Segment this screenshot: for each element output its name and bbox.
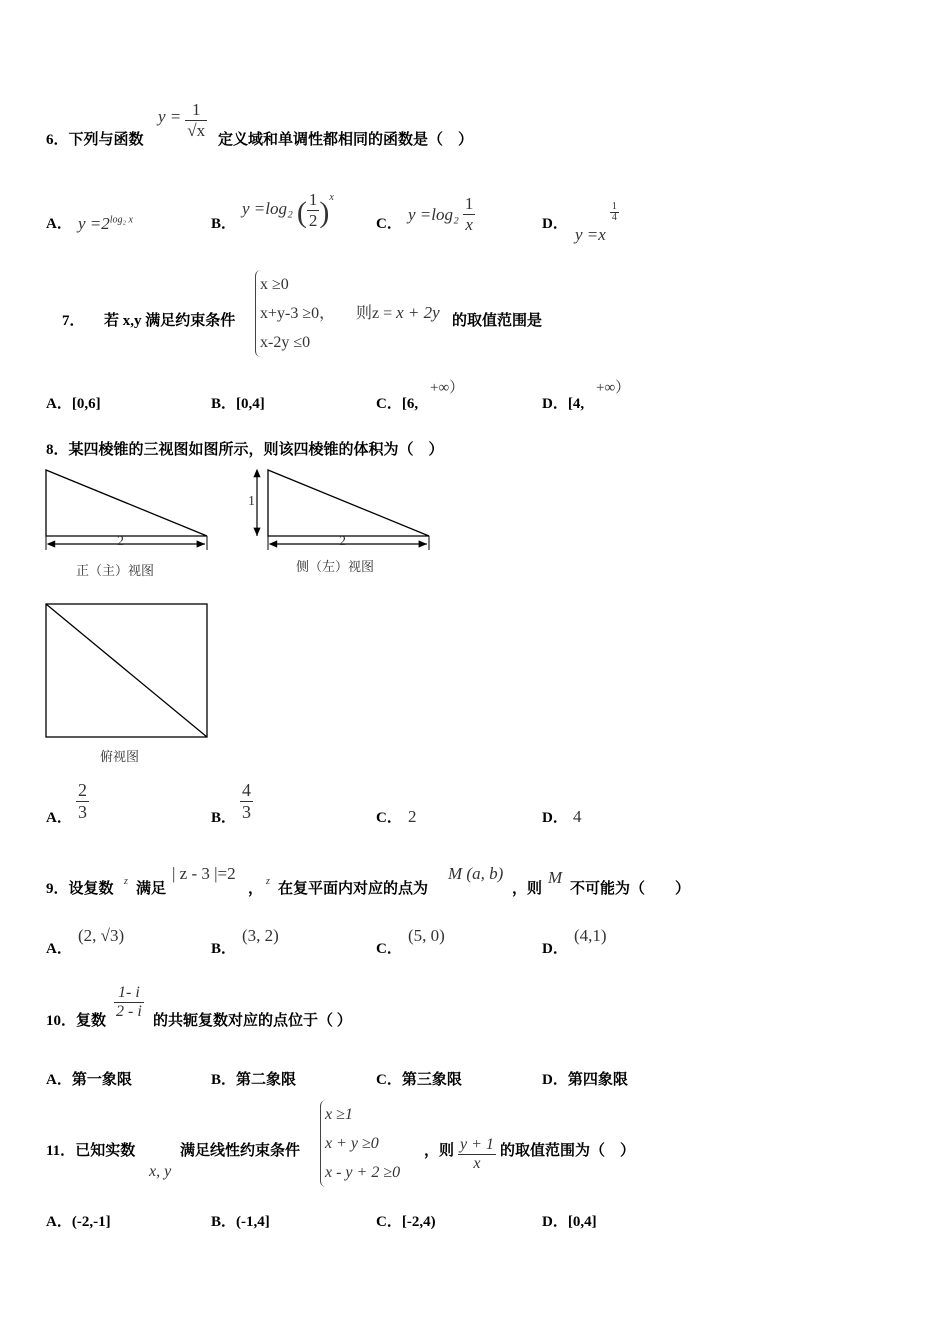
q11-c-value: [-2,4) — [401, 1214, 436, 1230]
q8-a-num: 2 — [78, 780, 87, 800]
q8-side-height-label: 1 — [248, 494, 255, 509]
q7-c-letter: C． — [376, 396, 402, 412]
q11-option-a[interactable] — [46, 1210, 111, 1231]
q8-side-caption: 侧（左）视图 — [296, 560, 375, 575]
q6-option-d-expr — [575, 202, 619, 245]
q11-vars: x, y — [149, 1163, 172, 1180]
q9-stem-start — [46, 877, 114, 898]
q7-number: 7． — [62, 313, 85, 329]
q6-b-base: y =log₂ — [242, 199, 293, 218]
q8-option-b-frac — [240, 780, 253, 823]
q8-top-caption: 俯视图 — [100, 750, 140, 765]
q9-option-a-value: (2, √3) — [78, 926, 125, 945]
q7-b-letter: B． — [211, 396, 237, 412]
q7-constraint-system — [255, 270, 335, 357]
q9-point: M (a, b) — [448, 864, 504, 883]
q11-t3: ，则 — [424, 1143, 455, 1159]
q10-option-c[interactable] — [376, 1068, 462, 1089]
q10-den: 2 - i — [116, 1003, 142, 1020]
q8-b-den: 3 — [242, 802, 251, 822]
q7-option-b[interactable] — [211, 392, 265, 413]
q10-d-value: 第四象限 — [567, 1072, 628, 1088]
q11-option-c[interactable] — [376, 1210, 436, 1231]
q6-function — [158, 100, 207, 141]
q6-c-den: x — [463, 214, 476, 235]
q10-num: 1- i — [118, 984, 140, 1001]
q9-t4: 在复平面内对应的点为 — [278, 881, 429, 897]
q8-option-b-letter[interactable]: B． — [211, 810, 237, 826]
q11-constraint-1: x ≥1 — [325, 1106, 353, 1123]
q7-constraint-1: x ≥0 — [260, 276, 289, 293]
q9-condition: | z - 3 |=2 — [172, 864, 236, 883]
q7-option-a[interactable] — [46, 392, 101, 413]
q7-c-tail: +∞） — [430, 380, 465, 396]
q11-constraint-3: x - y + 2 ≥0 — [325, 1164, 401, 1181]
q11-a-letter: A． — [46, 1214, 72, 1230]
q8-front-width-label: 2 — [117, 534, 124, 549]
q10-d-letter: D． — [542, 1072, 568, 1088]
q7-target-expr: x + 2y — [396, 303, 440, 322]
q8-option-a-letter[interactable]: A． — [46, 810, 72, 826]
q6-a-base: y =2 — [78, 214, 110, 233]
q8-text: 某四棱锥的三视图如图所示，则该四棱锥的体积为（ ） — [68, 442, 444, 458]
q8-number: 8． — [46, 442, 69, 458]
q6-d-base: y =x — [575, 225, 606, 244]
q9-option-d-letter[interactable]: D． — [542, 941, 568, 957]
q6-c-num: 1 — [464, 194, 474, 213]
q11-num: y + 1 — [460, 1136, 494, 1153]
q11-b-letter: B． — [211, 1214, 237, 1230]
q9-z2: z — [266, 876, 270, 887]
q9-t5: ，则 — [512, 881, 543, 897]
q10-a-value: 第一象限 — [71, 1072, 132, 1088]
q11-den: x — [458, 1154, 496, 1173]
q8-option-c-letter[interactable]: C． — [376, 810, 402, 826]
q10-t2: 的共轭复数对应的点位于（ ） — [153, 1013, 352, 1029]
q6-func-y: y = — [158, 107, 182, 126]
q7-text-before: 若 x,y 满足约束条件 — [104, 313, 236, 329]
q6-b-den: 2 — [308, 211, 318, 230]
q10-number: 10． — [46, 1013, 77, 1029]
q8-top-view — [46, 604, 207, 737]
q11-c-letter: C． — [376, 1214, 402, 1230]
q9-option-d-value: (4,1) — [574, 926, 607, 945]
q6-b-num: 1 — [308, 190, 318, 209]
q8-side-width-label: 2 — [339, 534, 346, 549]
q6-option-a-expr — [78, 214, 133, 234]
q6-a-sup: log₂ x — [109, 214, 133, 226]
q11-stem-start — [46, 1139, 135, 1160]
q6-option-a-letter[interactable]: A． — [46, 216, 72, 232]
q9-option-c-letter[interactable]: C． — [376, 941, 402, 957]
q6-option-b-expr — [242, 190, 334, 231]
q7-c-value: [6, — [401, 396, 419, 412]
q9-t1: 设复数 — [68, 881, 114, 897]
q6-func-num: 1 — [191, 100, 201, 119]
q6-option-c-letter[interactable]: C． — [376, 216, 402, 232]
q7-a-letter: A． — [46, 396, 72, 412]
q9-m: M — [548, 868, 563, 887]
q9-option-a-letter[interactable]: A． — [46, 941, 72, 957]
q6-stem — [46, 128, 144, 149]
q8-option-a-frac — [76, 780, 89, 823]
q6-text-after: 定义域和单调性都相同的函数是（ ） — [218, 132, 474, 148]
q6-option-d-letter[interactable]: D． — [542, 216, 568, 232]
q7-text-after: 的取值范围是 — [452, 313, 543, 329]
q11-number: 11． — [46, 1143, 76, 1159]
q6-func-den: √x — [187, 121, 206, 140]
q7-a-value: [0,6] — [71, 396, 101, 412]
q6-c-base: y =log₂ — [408, 205, 459, 224]
q10-stem-start — [46, 1009, 106, 1030]
q8-option-d-value: 4 — [573, 807, 582, 826]
q9-t3: ， — [248, 881, 264, 897]
q11-b-value: (-1,4] — [236, 1214, 270, 1230]
q9-option-c-value: (5, 0) — [408, 926, 445, 945]
q9-option-b-letter[interactable]: B． — [211, 941, 237, 957]
q8-b-num: 4 — [242, 780, 251, 800]
q7-b-value: [0,4] — [236, 396, 265, 412]
q10-t1: 复数 — [76, 1013, 107, 1029]
q6-b-sup: x — [329, 192, 334, 203]
q11-option-b[interactable] — [211, 1210, 270, 1231]
q11-constraint-2: x + y ≥0 — [325, 1135, 379, 1152]
q8-option-c-value: 2 — [408, 807, 417, 826]
q11-t4: 的取值范围为（ ） — [500, 1143, 636, 1159]
q9-z1: z — [124, 876, 128, 887]
q11-t1: 已知实数 — [75, 1143, 136, 1159]
q8-three-view-figure — [40, 462, 440, 772]
q7-then: 则z = — [356, 305, 393, 322]
q10-option-d[interactable] — [542, 1068, 628, 1089]
q7-constraint-3: x-2y ≤0 — [260, 334, 311, 351]
q10-c-letter: C． — [376, 1072, 402, 1088]
q9-t6: 不可能为（ ） — [570, 881, 691, 897]
q11-d-letter: D． — [542, 1214, 568, 1230]
q6-number: 6． — [46, 132, 69, 148]
q6-b-paren-open: ( — [296, 196, 307, 229]
q7-option-d[interactable] — [542, 392, 584, 413]
q10-fraction — [114, 984, 144, 1021]
q7-constraint-2: x+y-3 ≥0， — [260, 305, 336, 322]
q10-b-value: 第二象限 — [236, 1072, 297, 1088]
q7-d-tail: +∞） — [596, 380, 631, 396]
q11-a-value: (-2,-1] — [71, 1214, 111, 1230]
q6-d-sup-num: 1 — [611, 201, 617, 212]
q8-front-caption: 正（主）视图 — [76, 564, 155, 579]
q9-number: 9． — [46, 881, 69, 897]
q11-option-d[interactable] — [542, 1210, 597, 1231]
q7-d-value: [4, — [567, 396, 585, 412]
q9-option-b-value: (3, 2) — [242, 926, 279, 945]
q8-stem — [46, 438, 444, 459]
q6-b-paren-close: ) — [319, 196, 330, 229]
q11-constraint-system — [320, 1100, 400, 1187]
q7-option-c[interactable] — [376, 392, 418, 413]
q10-option-b[interactable] — [211, 1068, 296, 1089]
q9-t2: 满足 — [136, 881, 167, 897]
q6-option-c-expr — [408, 194, 475, 235]
q8-option-d-letter[interactable]: D． — [542, 810, 568, 826]
q7-target — [356, 300, 440, 323]
q7-d-letter: D． — [542, 396, 568, 412]
q6-text-before: 下列与函数 — [68, 132, 144, 148]
q11-fraction — [458, 1136, 496, 1173]
q6-d-sup-den: 4 — [611, 212, 617, 223]
q8-front-view — [46, 470, 207, 550]
q10-b-letter: B． — [211, 1072, 237, 1088]
q11-d-value: [0,4] — [567, 1214, 597, 1230]
q10-a-letter: A． — [46, 1072, 72, 1088]
q10-c-value: 第三象限 — [401, 1072, 462, 1088]
q10-option-a[interactable] — [46, 1068, 132, 1089]
q6-option-b-letter[interactable]: B． — [211, 216, 237, 232]
q11-t2: 满足线性约束条件 — [180, 1143, 301, 1159]
q8-a-den: 3 — [78, 802, 87, 822]
